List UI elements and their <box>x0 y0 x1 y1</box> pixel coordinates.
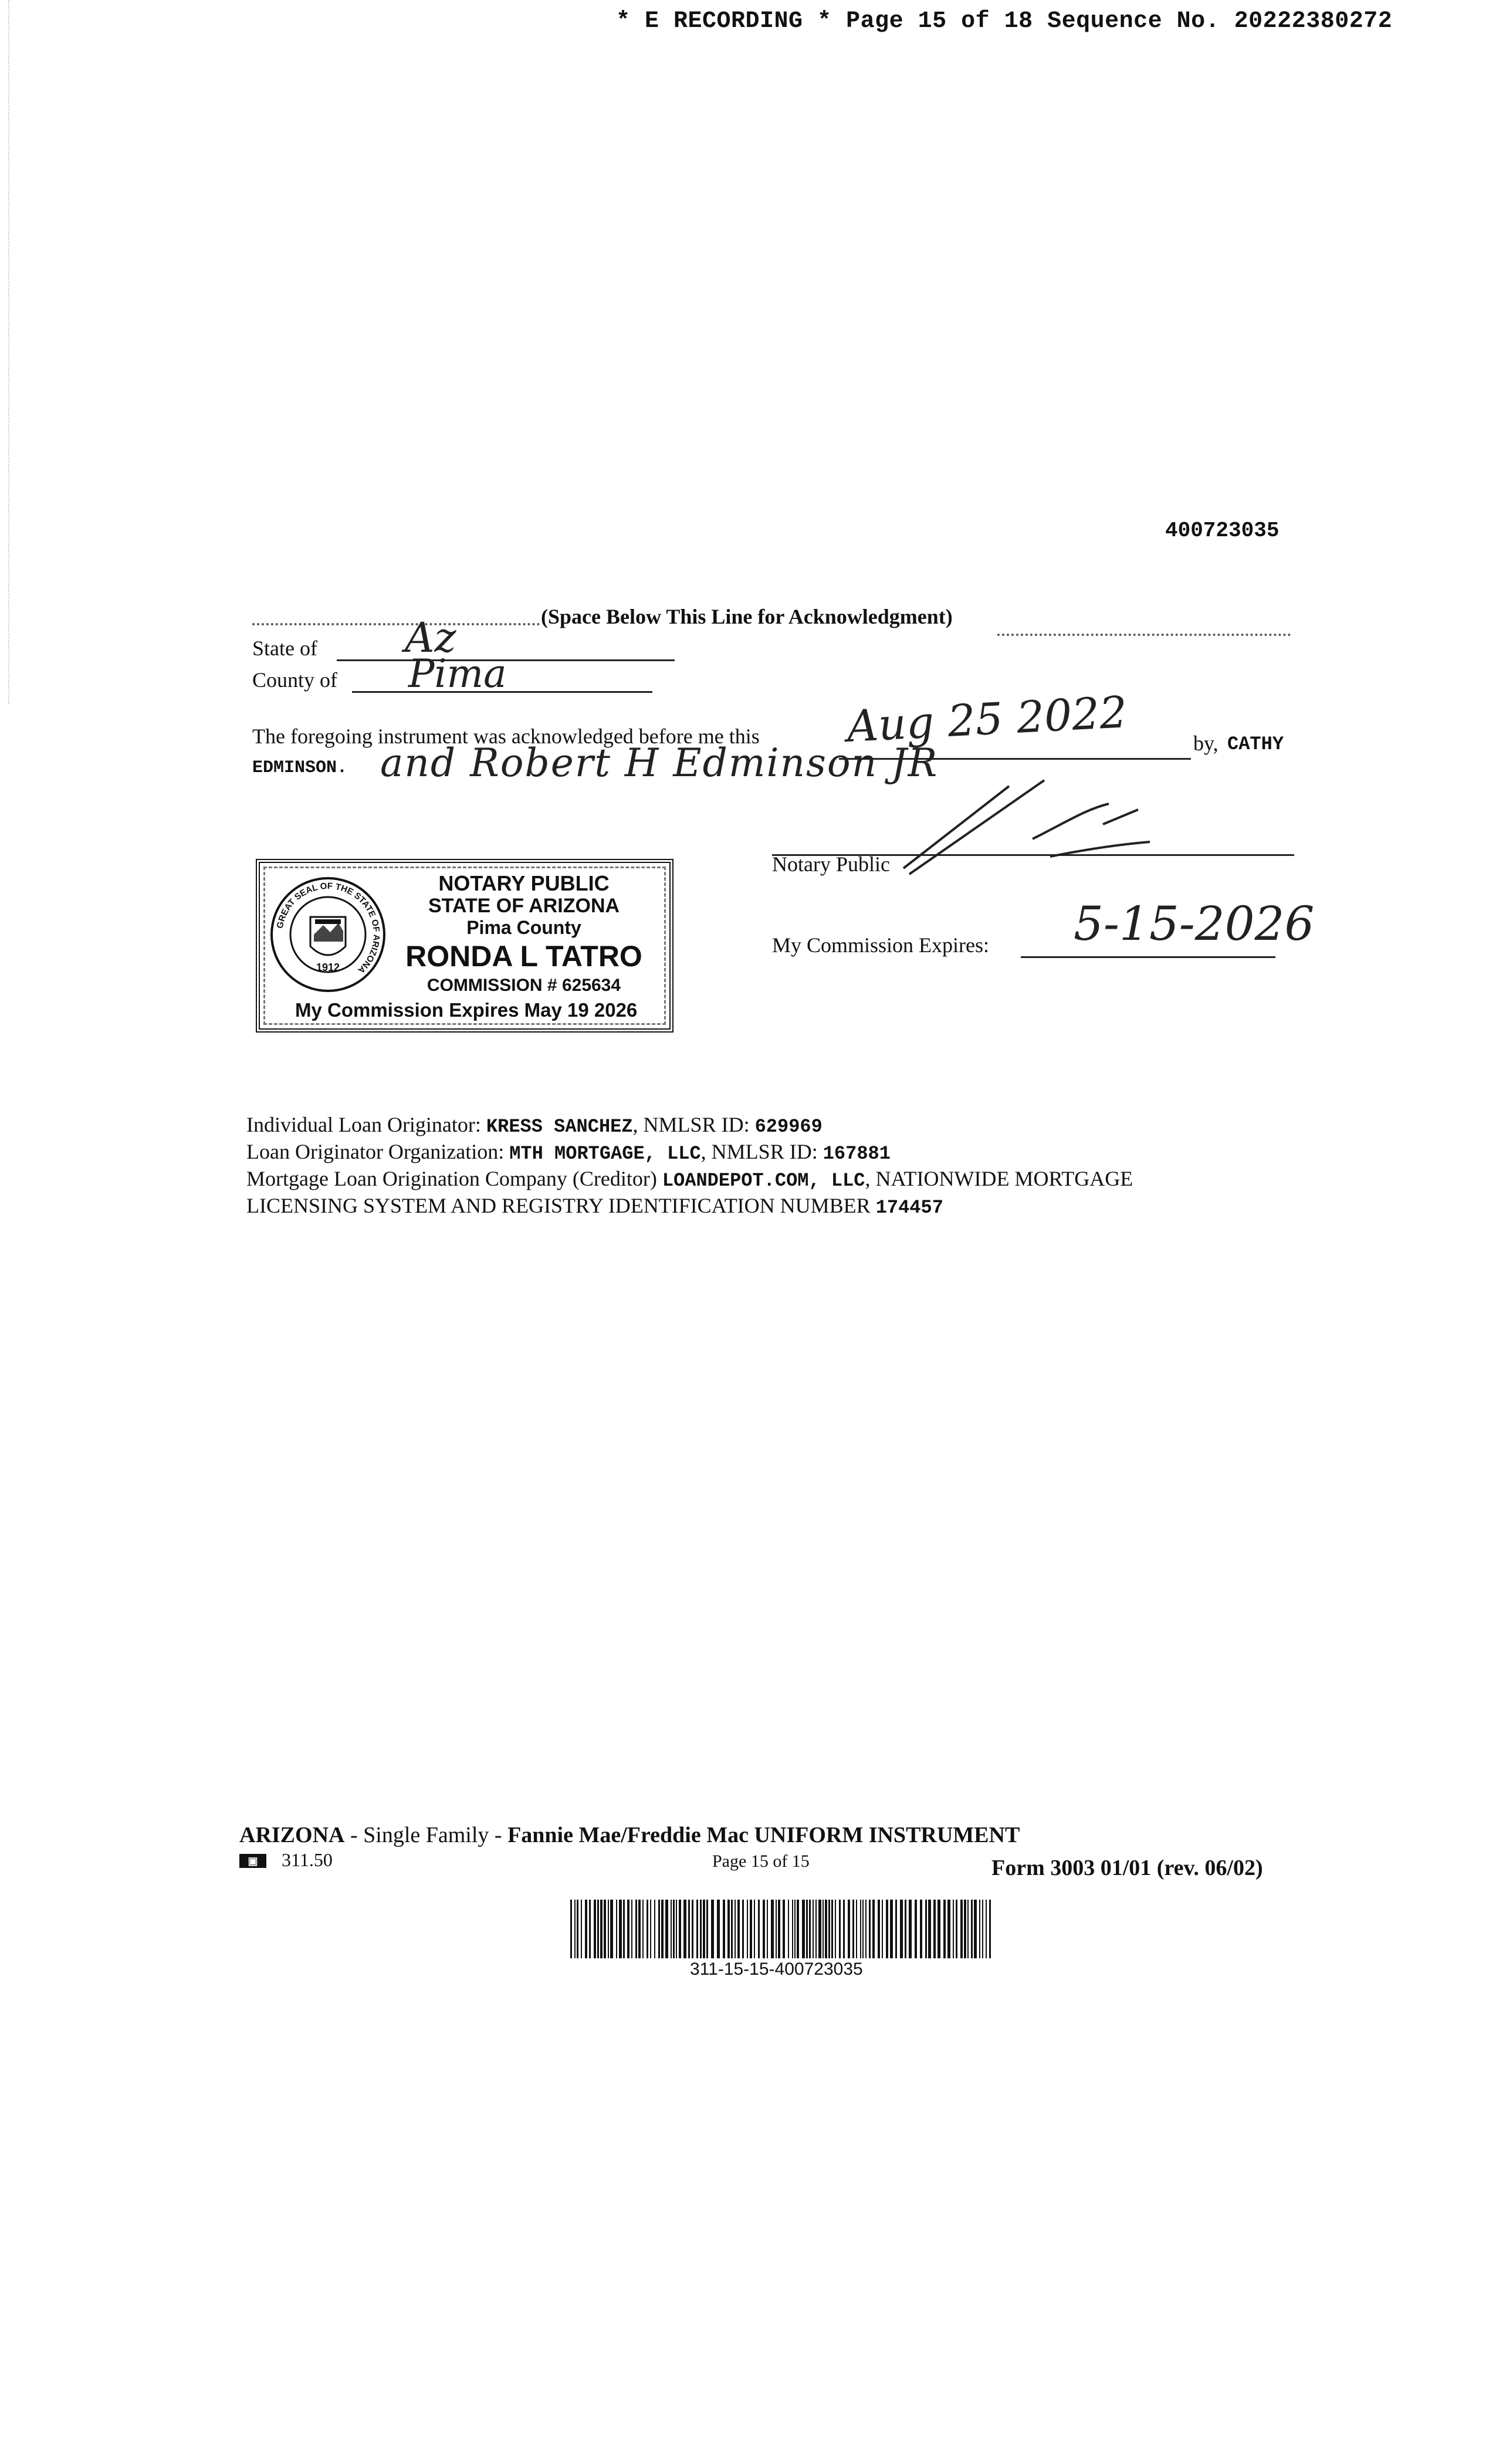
county-label: County of <box>252 668 338 692</box>
scan-edge-line <box>8 0 9 704</box>
commission-expires-handwritten: 5-15-2026 <box>1074 896 1315 951</box>
org-originator-name: MTH MORTGAGE, LLC <box>509 1143 701 1165</box>
form-code: 311.50 <box>282 1849 333 1870</box>
county-handwritten: Pima <box>408 651 507 696</box>
footer-state: ARIZONA <box>239 1823 345 1847</box>
originator-line-1 <box>246 1112 823 1138</box>
stamp-commission-number: COMMISSION # 625634 <box>427 976 621 995</box>
footer-family-text: - Single Family - <box>350 1823 502 1847</box>
svg-text:GREAT SEAL OF THE STATE OF ARI: GREAT SEAL OF THE STATE OF ARIZONA <box>275 881 382 976</box>
commission-expires-label: My Commission Expires: <box>772 933 990 957</box>
individual-originator-label: Individual Loan Originator: <box>246 1113 481 1136</box>
footer-page: Page 15 of 15 <box>712 1852 810 1871</box>
individual-nmlsr-id: 629969 <box>754 1116 823 1138</box>
notary-stamp <box>256 859 673 1033</box>
originator-line-4 <box>246 1193 943 1219</box>
loan-number: 400723035 <box>1165 519 1280 543</box>
org-originator-label: Loan Originator Organization: <box>246 1140 505 1163</box>
licensing-number: 174457 <box>875 1197 943 1219</box>
barcode-icon <box>570 1900 993 1958</box>
company-label: Mortgage Loan Origination Company (Creditor) <box>246 1167 657 1190</box>
stamp-county: Pima County <box>466 917 581 938</box>
footer-title <box>239 1822 1020 1848</box>
separator-line-left <box>252 623 540 625</box>
stamp-notary-public: NOTARY PUBLIC <box>438 871 610 895</box>
footer-form-number: Form 3003 01/01 (rev. 06/02) <box>991 1856 1263 1880</box>
stamp-state: STATE OF ARIZONA <box>428 895 620 917</box>
state-handwritten: Az <box>405 614 456 662</box>
notary-signature <box>892 769 1185 886</box>
individual-originator-name: KRESS SANCHEZ <box>486 1116 633 1138</box>
nmlsr-label-2: , NMLSR ID: <box>700 1140 818 1163</box>
signer-name-first: CATHY <box>1227 733 1284 755</box>
acknowledgment-date-handwritten: Aug 25 2022 <box>845 687 1129 752</box>
by-text: by, <box>1193 732 1219 755</box>
svg-text:1912: 1912 <box>316 962 340 973</box>
signer-name-last: EDMINSON. <box>252 758 348 778</box>
company-name: LOANDEPOT.COM, LLC <box>662 1170 865 1192</box>
separator-line-right <box>997 634 1291 636</box>
notary-public-label: Notary Public <box>772 852 890 876</box>
footer-instrument: Fannie Mae/Freddie Mac UNIFORM INSTRUMENT <box>507 1823 1020 1847</box>
form-logo-icon: ▣ <box>239 1854 266 1868</box>
barcode-number: 311-15-15-400723035 <box>690 1959 863 1979</box>
licensing-text: LICENSING SYSTEM AND REGISTRY IDENTIFICATION NUMBER <box>246 1194 871 1217</box>
foregoing-text: The foregoing instrument was acknowledged before me this <box>252 725 760 748</box>
handwritten-second-signer: and Robert H Edminson JR <box>380 740 939 786</box>
org-nmlsr-id: 167881 <box>823 1143 891 1165</box>
originator-line-2 <box>246 1139 891 1165</box>
nmlsr-label-1: , NMLSR ID: <box>632 1113 750 1136</box>
acknowledgment-separator-label: (Space Below This Line for Acknowledgment) <box>541 605 953 628</box>
originator-line-3 <box>246 1166 1133 1192</box>
commission-expires-line <box>1021 956 1275 958</box>
arizona-seal-icon <box>269 876 387 993</box>
state-label: State of <box>252 637 317 660</box>
stamp-expiration: My Commission Expires May 19 2026 <box>295 999 638 1021</box>
stamp-notary-name: RONDA L TATRO <box>405 940 642 973</box>
recording-header: * E RECORDING * Page 15 of 18 Sequence No. 20222380272 <box>616 8 1393 35</box>
company-suffix: , NATIONWIDE MORTGAGE <box>865 1167 1133 1190</box>
